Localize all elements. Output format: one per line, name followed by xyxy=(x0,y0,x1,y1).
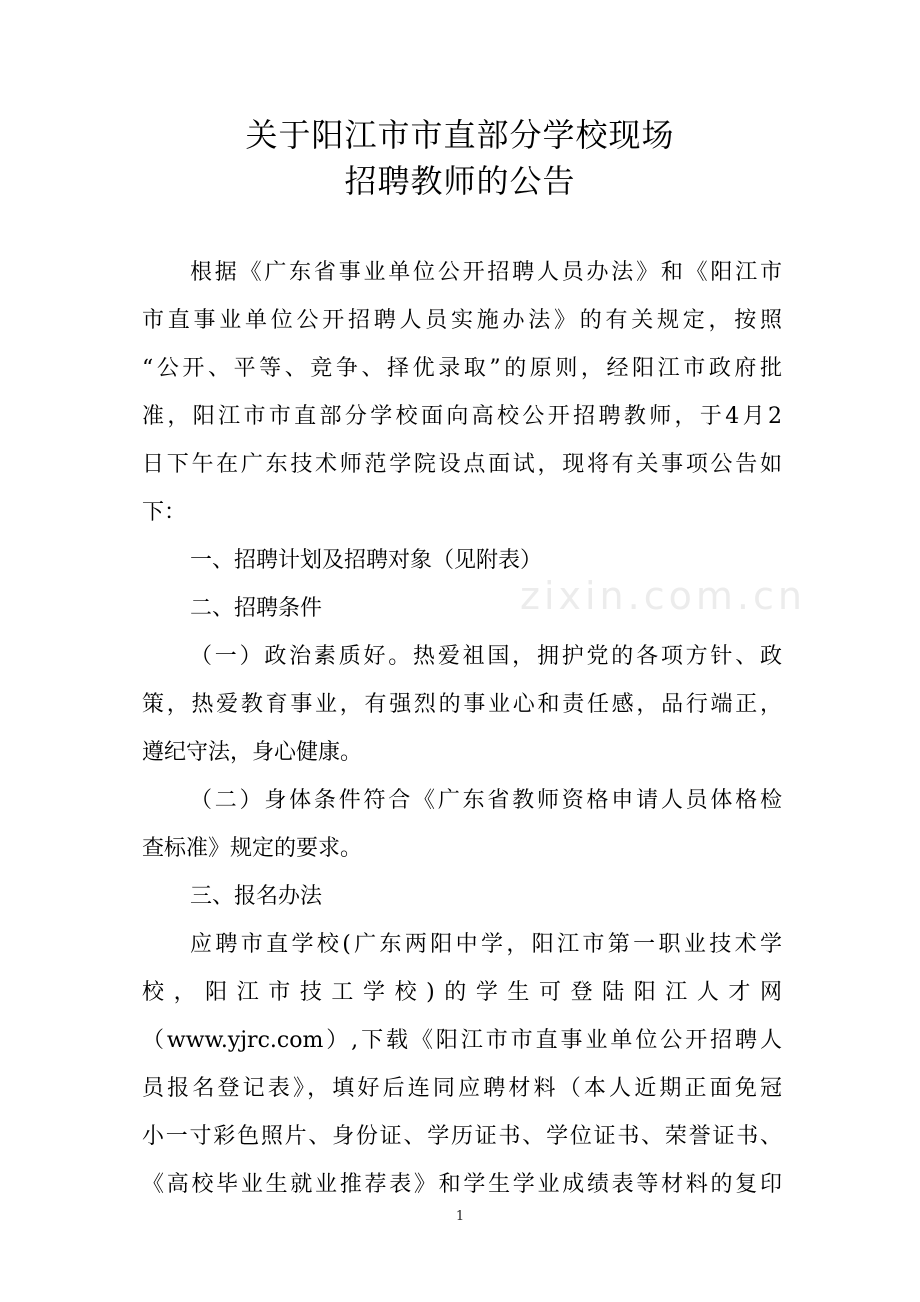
body-line: 员报名登记表》，填好后连同应聘材料（本人近期正面免冠 xyxy=(142,1076,782,1101)
watermark-text: zixin.com.cn xyxy=(520,574,806,618)
body-line: 校，阳江市技工学校)的学生可登陆阳江人才网 xyxy=(142,980,782,1005)
body-line: 下： xyxy=(142,500,187,525)
body-line: 小一寸彩色照片、身份证、学历证书、学位证书、荣誉证书、 xyxy=(142,1124,782,1149)
body-line: 遵纪守法，身心健康。 xyxy=(142,740,363,765)
body-line: 根据《广东省事业单位公开招聘人员办法》和《阳江市 xyxy=(190,260,782,285)
section-heading: 一、招聘计划及招聘对象（见附表） xyxy=(190,548,543,573)
body-line: 应聘市直学校(广东两阳中学，阳江市第一职业技术学 xyxy=(190,932,782,957)
body-line: （www.yjrc.com）,下载《阳江市市直事业单位公开招聘人 xyxy=(142,1028,782,1053)
body-line: 市直事业单位公开招聘人员实施办法》的有关规定，按照 xyxy=(142,308,782,333)
document-title-line-2: 招聘教师的公告 xyxy=(344,162,576,200)
page-number: 1 xyxy=(455,1209,465,1224)
document-title-line-1: 关于阳江市市直部分学校现场 xyxy=(245,116,675,154)
body-line: 查标准》规定的要求。 xyxy=(142,836,363,861)
body-line: （二）身体条件符合《广东省教师资格申请人员体格检 xyxy=(190,788,782,813)
body-line: （一）政治素质好。热爱祖国，拥护党的各项方针、政 xyxy=(190,644,782,669)
body-line: “公开、平等、竞争、择优录取”的原则，经阳江市政府批 xyxy=(142,356,782,381)
body-line: 策，热爱教育事业，有强烈的事业心和责任感，品行端正， xyxy=(142,692,782,717)
body-line: 日下午在广东技术师范学院设点面试，现将有关事项公告如 xyxy=(142,452,782,477)
body-line: 准，阳江市市直部分学校面向高校公开招聘教师，于4月2 xyxy=(142,404,782,429)
body-line: 《高校毕业生就业推荐表》和学生学业成绩表等材料的复印 xyxy=(142,1172,782,1197)
section-heading: 二、招聘条件 xyxy=(190,596,323,621)
section-heading: 三、报名办法 xyxy=(190,884,323,909)
